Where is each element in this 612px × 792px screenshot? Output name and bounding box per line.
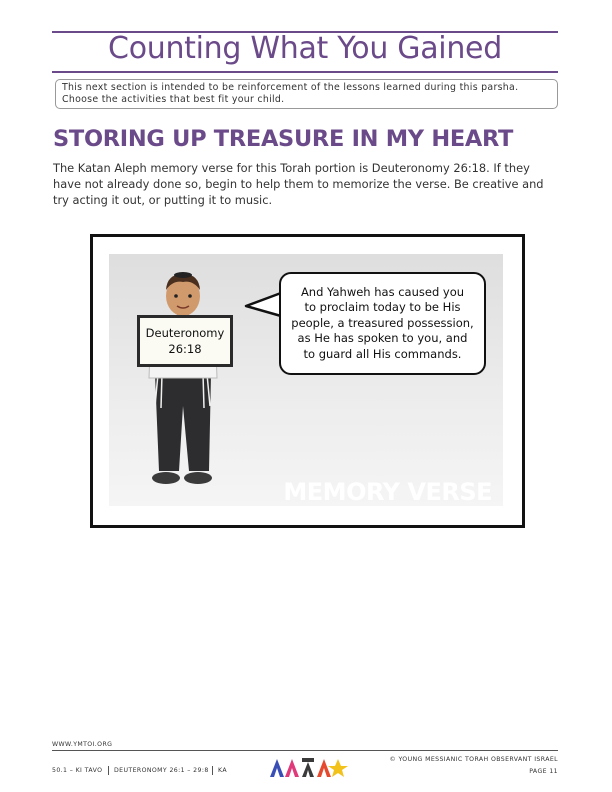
header-bottom-rule xyxy=(52,71,558,73)
bubble-line: as He has spoken to you, and xyxy=(297,331,468,346)
page-title: Counting What You Gained xyxy=(108,31,502,66)
intro-note: This next section is intended to be reinforcement of the lessons learned during this parsha. Choose the activities that best fit your child. xyxy=(55,79,558,109)
bubble-line: to proclaim today to be His xyxy=(304,300,461,315)
footer-separator xyxy=(212,766,213,775)
ymtoi-logo xyxy=(268,755,350,779)
footer-copyright: © YOUNG MESSIANIC TORAH OBSERVANT ISRAEL xyxy=(389,756,558,763)
footer-series: 50.1 – KI TAVO xyxy=(52,767,103,774)
boy-illustration xyxy=(131,266,241,498)
footer-page-number: PAGE 11 xyxy=(529,768,558,775)
sign-line-2: 26:18 xyxy=(168,342,202,356)
sign-line-1: Deuteronomy xyxy=(145,326,225,340)
speech-bubble xyxy=(279,272,486,375)
section-heading: STORING UP TREASURE IN MY HEART xyxy=(53,126,514,152)
section-body: The Katan Aleph memory verse for this Torah portion is Deuteronomy 26:18. If they have not already done so, begin to help them to memorize the verse. Be creative and try acting it out, or putting it to music. xyxy=(53,161,544,207)
footer-reference: DEUTERONOMY 26:1 – 29:8 xyxy=(114,767,209,774)
bubble-line: And Yahweh has caused you xyxy=(300,284,465,299)
footer-website: WWW.YMTOI.ORG xyxy=(52,741,113,748)
verse-reference-sign xyxy=(137,315,233,367)
footer-level: KA xyxy=(218,767,227,774)
footer-rule xyxy=(52,750,558,751)
bubble-line: to guard all His commands. xyxy=(303,346,462,361)
memory-verse-watermark: MEMORY VERSE xyxy=(283,478,492,506)
bubble-line: people, a treasured possession, xyxy=(291,315,474,330)
speech-bubble-tail xyxy=(244,290,284,320)
footer-separator xyxy=(108,766,109,775)
